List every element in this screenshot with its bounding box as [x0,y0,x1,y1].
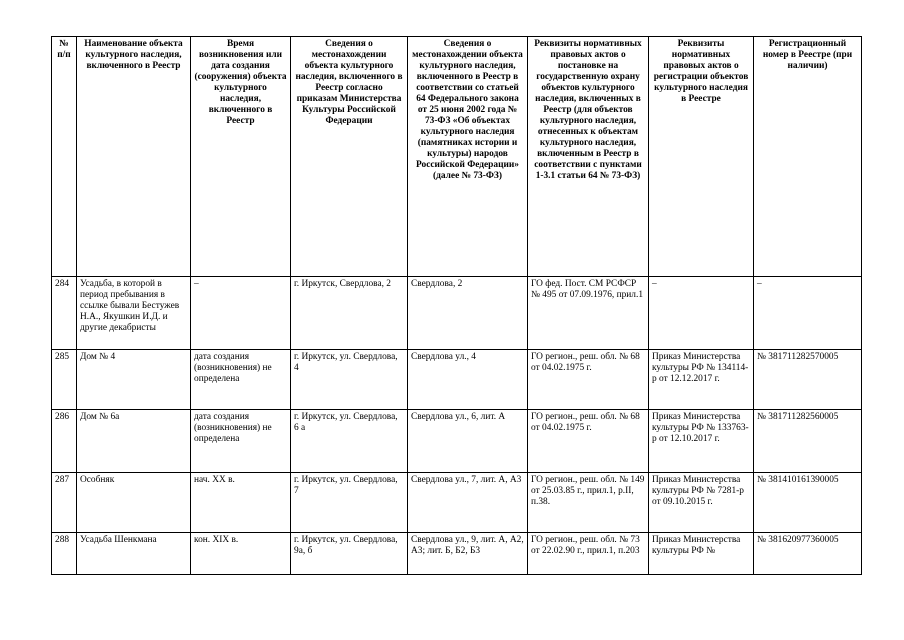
header-object-name: Наименование объекта культурного наследия, включенного в Реестр [77,37,191,277]
cell-location-law: Свердлова ул., 7, лит. А, А3 [408,473,528,533]
cell-creation-date: дата создания (возникновения) не определена [191,350,291,410]
table-row [52,277,862,350]
cell-location-law: Свердлова, 2 [408,277,528,350]
cell-registration-number: № 381711282570005 [754,350,862,410]
cell-number: 288 [52,533,77,575]
table-row [52,350,862,410]
cell-registration-number: № 381410161390005 [754,473,862,533]
cell-object-name: Усадьба, в которой в период пребывания в ссылке бывали Бестужев Н.А., Якушкин И.Д. и другие декабристы [77,277,191,350]
cell-registration-acts: Приказ Министерства культуры РФ № [649,533,754,575]
cell-registration-acts: – [649,277,754,350]
cell-protection-acts: ГО регион., реш. обл. № 68 от 04.02.1975 г. [528,350,649,410]
header-location-law: Сведения о местонахождении объекта культурного наследия, включенного в Реестр в соответствии со статьей 64 Федерального закона от 25 июня 2002 года № 73-ФЗ «Об объектах культурного наследия (памятниках истории и культуры) народов Российской Федерации» (далее № 73-ФЗ) [408,37,528,277]
cell-registration-acts: Приказ Министерства культуры РФ № 7281-р от 09.10.2015 г. [649,473,754,533]
cell-number: 287 [52,473,77,533]
header-location-ministry: Сведения о местонахождении объекта культурного наследия, включенного в Реестр согласно приказам Министерства Культуры Российской Федерации [291,37,408,277]
cell-number: 286 [52,410,77,473]
cell-protection-acts: ГО регион., реш. обл. № 68 от 04.02.1975 г. [528,410,649,473]
cell-location-law: Свердлова ул., 9, лит. А, А2, А3; лит. Б, Б2, Б3 [408,533,528,575]
table-row [52,533,862,575]
heritage-register-table [51,36,862,575]
cell-registration-number: № 381711282560005 [754,410,862,473]
cell-object-name: Дом № 6а [77,410,191,473]
header-creation-date: Время возникновения или дата создания (сооружения) объекта культурного наследия, включенного в Реестр [191,37,291,277]
header-number: № п/п [52,37,77,277]
cell-location-law: Свердлова ул., 4 [408,350,528,410]
cell-object-name: Дом № 4 [77,350,191,410]
cell-protection-acts: ГО регион., реш. обл. № 73 от 22.02.90 г., прил.1, п.203 [528,533,649,575]
table-header-row [52,37,862,277]
table-row [52,473,862,533]
header-registration-number: Регистрационный номер в Реестре (при наличии) [754,37,862,277]
cell-location-ministry: г. Иркутск, Свердлова, 2 [291,277,408,350]
cell-number: 285 [52,350,77,410]
document-page [51,36,862,575]
cell-creation-date: кон. XIX в. [191,533,291,575]
cell-protection-acts: ГО фед. Пост. СМ РСФСР № 495 от 07.09.1976, прил.1 [528,277,649,350]
cell-creation-date: нач. XX в. [191,473,291,533]
header-protection-acts: Реквизиты нормативных правовых актов о постановке на государственную охрану объектов культурного наследия, включенных в Реестр (для объектов культурного наследия, отнесенных к объектам культурного наследия, включенным в Реестр в соответствии с пунктами 1-3.1 статьи 64 № 73-ФЗ) [528,37,649,277]
cell-location-ministry: г. Иркутск, ул. Свердлова, 6 а [291,410,408,473]
cell-object-name: Усадьба Шенкмана [77,533,191,575]
table-row [52,410,862,473]
cell-number: 284 [52,277,77,350]
cell-registration-number: № 381620977360005 [754,533,862,575]
cell-object-name: Особняк [77,473,191,533]
cell-registration-number: – [754,277,862,350]
cell-registration-acts: Приказ Министерства культуры РФ № 134114-р от 12.12.2017 г. [649,350,754,410]
cell-registration-acts: Приказ Министерства культуры РФ № 133763-р от 12.10.2017 г. [649,410,754,473]
cell-location-law: Свердлова ул., 6, лит. А [408,410,528,473]
cell-creation-date: дата создания (возникновения) не определена [191,410,291,473]
header-registration-acts: Реквизиты нормативных правовых актов о регистрации объектов культурного наследия в Реестре [649,37,754,277]
cell-location-ministry: г. Иркутск, ул. Свердлова, 7 [291,473,408,533]
cell-protection-acts: ГО регион., реш. обл. № 149 от 25.03.85 г., прил.1, р.II, п.38. [528,473,649,533]
cell-creation-date: – [191,277,291,350]
cell-location-ministry: г. Иркутск, ул. Свердлова, 4 [291,350,408,410]
cell-location-ministry: г. Иркутск, ул. Свердлова, 9а, б [291,533,408,575]
